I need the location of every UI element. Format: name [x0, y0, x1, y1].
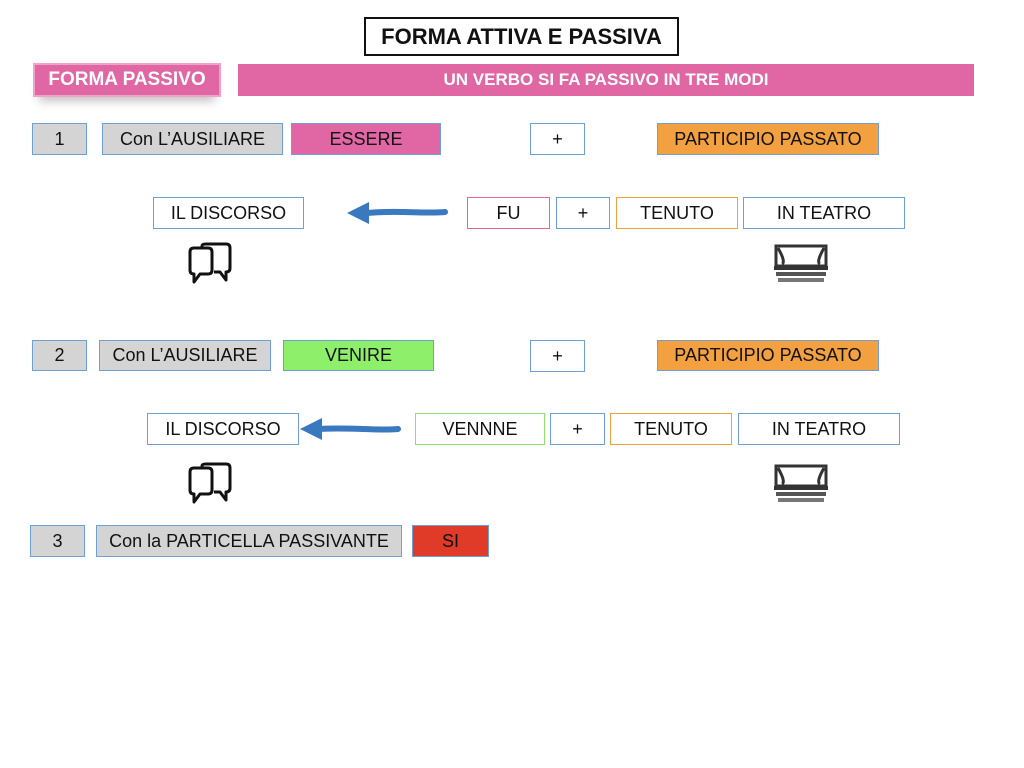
row1-plus: + — [530, 123, 585, 155]
row3-number: 3 — [30, 525, 85, 557]
page-title: FORMA ATTIVA E PASSIVA — [364, 17, 679, 56]
speech-bubbles-icon — [186, 462, 236, 506]
example2-verb: VENNNE — [415, 413, 545, 445]
example2-subject: IL DISCORSO — [147, 413, 299, 445]
example1-participle: TENUTO — [616, 197, 738, 229]
row1-number: 1 — [32, 123, 87, 155]
section-label: FORMA PASSIVO — [33, 63, 221, 97]
row2-plus: + — [530, 340, 585, 372]
row1-verb-essere: ESSERE — [291, 123, 441, 155]
speech-bubbles-icon — [186, 242, 236, 286]
example2-participle: TENUTO — [610, 413, 732, 445]
example1-verb: FU — [467, 197, 550, 229]
row2-participle: PARTICIPIO PASSATO — [657, 340, 879, 371]
theater-stage-icon — [772, 464, 830, 504]
row2-auxiliary-label: Con L’AUSILIARE — [99, 340, 271, 371]
row2-number: 2 — [32, 340, 87, 371]
example2-plus: + — [550, 413, 605, 445]
row1-auxiliary-label: Con L’AUSILIARE — [102, 123, 283, 155]
theater-stage-icon — [772, 244, 830, 284]
example1-complement: IN TEATRO — [743, 197, 905, 229]
example1-plus: + — [556, 197, 610, 229]
left-arrow-icon — [298, 416, 403, 442]
row3-particle-si: SI — [412, 525, 489, 557]
row2-verb-venire: VENIRE — [283, 340, 434, 371]
example2-complement: IN TEATRO — [738, 413, 900, 445]
section-banner: UN VERBO SI FA PASSIVO IN TRE MODI — [238, 64, 974, 96]
row3-label: Con la PARTICELLA PASSIVANTE — [96, 525, 402, 557]
left-arrow-icon — [345, 200, 450, 226]
row1-participle: PARTICIPIO PASSATO — [657, 123, 879, 155]
example1-subject: IL DISCORSO — [153, 197, 304, 229]
